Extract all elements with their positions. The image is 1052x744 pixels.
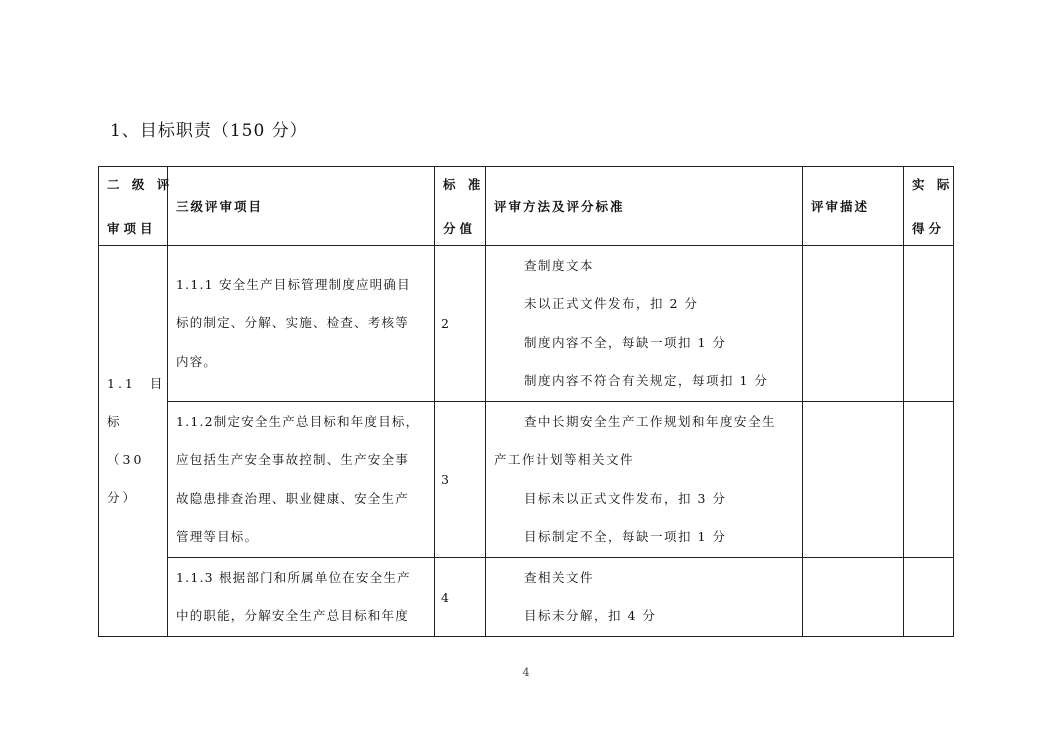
header-level3-item [168, 167, 435, 246]
score-value: 3 [441, 472, 449, 487]
table-row [99, 402, 954, 558]
method-line: 产工作计划等相关文件 [494, 452, 635, 467]
item-line: 标的制定、分解、实施、检查、考核等 [176, 315, 409, 331]
header-actual-line2: 得分 [912, 221, 946, 236]
description-cell[interactable] [803, 246, 904, 402]
level3-item-cell [168, 246, 435, 402]
table-row [99, 246, 954, 402]
actual-score-cell[interactable] [904, 246, 954, 402]
item-line: 中的职能，分解安全生产总目标和年度 [176, 608, 409, 623]
header-method-label: 评审方法及评分标准 [494, 199, 625, 214]
table-header-row [99, 167, 954, 246]
level2-item-line: 分） [107, 490, 139, 505]
evaluation-table [98, 166, 954, 637]
item-line: 1.1.3 根据部门和所属单位在安全生产 [176, 569, 411, 585]
method-line: 制度内容不全，每缺一项扣 1 分 [524, 334, 727, 350]
method-cell [486, 402, 803, 558]
actual-score-cell[interactable] [904, 558, 954, 637]
score-cell [435, 558, 486, 637]
method-line: 未以正式文件发布，扣 2 分 [524, 296, 699, 311]
method-cell [486, 246, 803, 402]
item-line: 故隐患排查治理、职业健康、安全生产 [176, 490, 409, 506]
level2-item-line: 标（30 [107, 414, 145, 467]
actual-score-cell[interactable] [904, 402, 954, 558]
table-row [99, 558, 954, 637]
method-line: 目标未分解，扣 4 分 [524, 608, 657, 623]
header-level2-item [99, 167, 174, 246]
score-value: 2 [441, 316, 449, 331]
section-title: 1、目标职责（150 分） [110, 121, 308, 141]
page-number: 4 [522, 666, 530, 679]
header-level2-line1: 二 级 评 [107, 177, 174, 192]
level3-item-cell [168, 402, 435, 558]
header-actual-score [904, 167, 954, 246]
level2-item-line: 1.1 目 [107, 376, 166, 391]
header-level2-line2: 审项目 [107, 221, 157, 236]
item-line: 应包括生产安全事故控制、生产安全事 [176, 452, 409, 467]
score-cell [435, 402, 486, 558]
level2-item-cell [99, 246, 168, 637]
description-cell[interactable] [803, 558, 904, 637]
method-line: 目标制定不全，每缺一项扣 1 分 [524, 529, 727, 544]
header-score-line1: 标 准 [443, 177, 485, 192]
method-line: 查相关文件 [524, 569, 595, 585]
header-level3-label: 三级评审项目 [176, 199, 264, 214]
method-cell [486, 558, 803, 637]
method-line: 查中长期安全生产工作规划和年度安全生 [524, 413, 777, 429]
score-cell [435, 246, 486, 402]
method-line: 目标未以正式文件发布，扣 3 分 [524, 490, 727, 506]
method-line: 查制度文本 [524, 257, 595, 273]
header-method [486, 167, 803, 246]
description-cell[interactable] [803, 402, 904, 558]
header-score-line2: 分值 [443, 221, 477, 236]
item-line: 1.1.2制定安全生产总目标和年度目标， [176, 413, 420, 429]
header-standard-score [435, 167, 486, 246]
level3-item-cell [168, 558, 435, 637]
header-description [803, 167, 904, 246]
header-description-label: 评审描述 [811, 199, 870, 214]
item-line: 管理等目标。 [176, 529, 259, 544]
item-line: 内容。 [176, 353, 218, 369]
method-line: 制度内容不符合有关规定，每项扣 1 分 [524, 373, 769, 388]
header-actual-line1: 实 际 [912, 177, 954, 192]
score-value: 4 [441, 589, 449, 605]
item-line: 1.1.1 安全生产目标管理制度应明确目 [176, 276, 411, 292]
